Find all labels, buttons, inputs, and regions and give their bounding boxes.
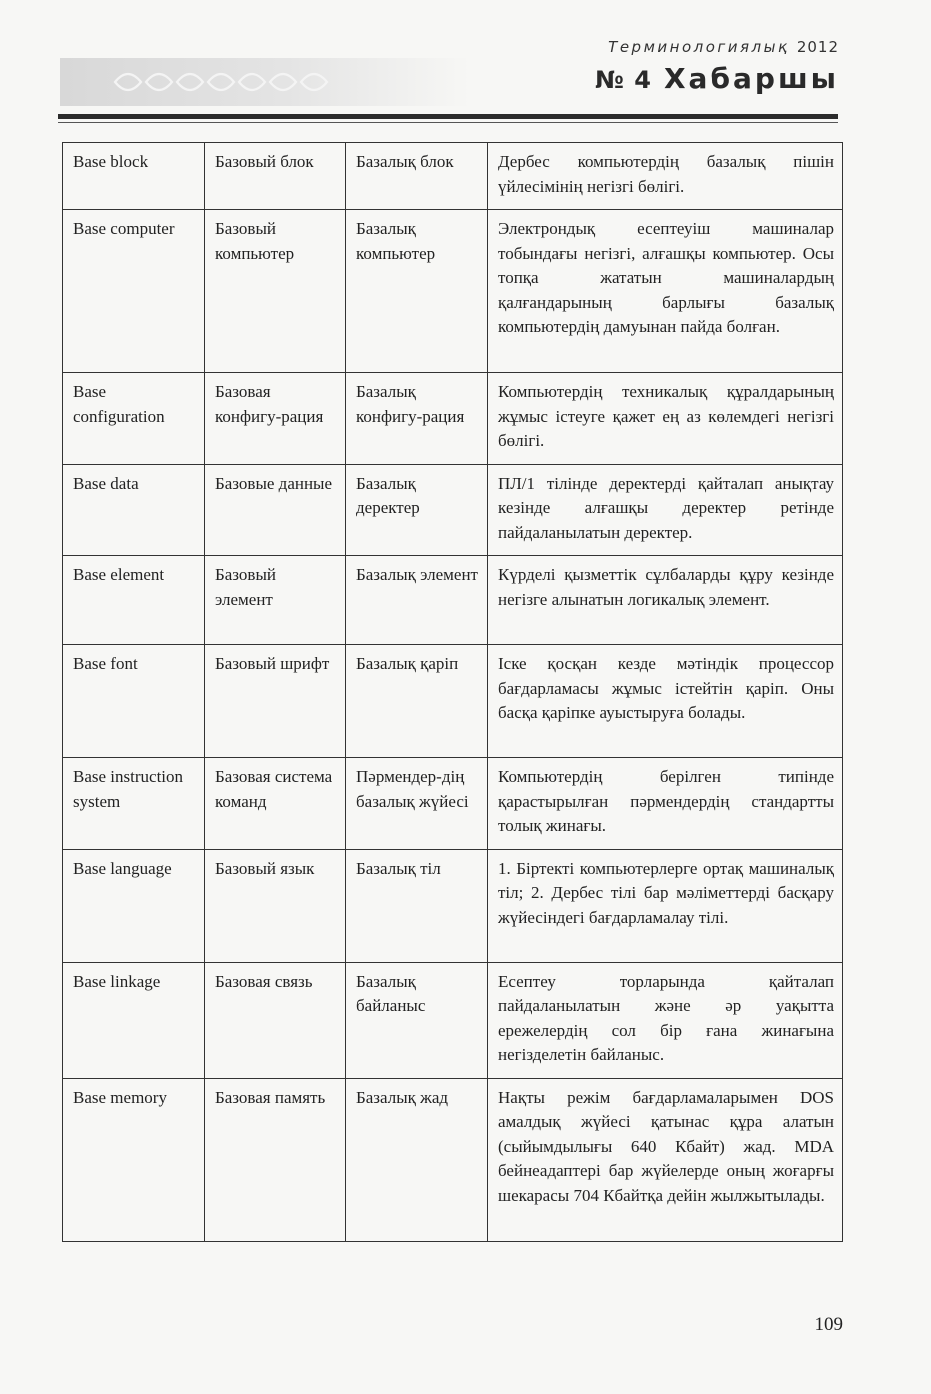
terms-table-body [63,143,843,1242]
term-english: Base memory [63,1078,205,1241]
term-english: Base element [63,556,205,645]
term-definition: 1. Біртекті компьютерлерге ортақ машиналық тіл; 2. Дербес тілі бар мәліметтерді басқару жүйесіндегі бағдарламалау тілі. [488,849,843,962]
term-english: Base data [63,464,205,556]
journal-title: Терминологиялық [608,38,790,56]
term-russian: Базовая память [205,1078,346,1241]
journal-name [608,38,839,56]
header-rule [58,114,838,119]
term-kazakh: Базалық деректер [346,464,488,556]
term-definition: ПЛ/1 тілінде деректерді қайталап анықтау кезінде алғашқы деректер ретінде пайдаланылатын деректер. [488,464,843,556]
term-english: Base configuration [63,373,205,465]
table-row [63,210,843,373]
issue-number: № 4 [595,66,652,94]
table-row [63,143,843,210]
term-kazakh: Базалық тіл [346,849,488,962]
term-russian: Базовый элемент [205,556,346,645]
table-row [63,645,843,758]
term-definition: Электрондық есептеуіш машиналар тобындағы негізгі, алғашқы компьютер. Осы топқа жататын машиналардың қалғандарының барлығы базалық компьютердің дамуынан пайда болған. [488,210,843,373]
term-russian: Базовая конфигу-рация [205,373,346,465]
term-russian: Базовая система команд [205,758,346,850]
issue-title: Хабаршы [663,62,839,95]
table-row [63,373,843,465]
term-kazakh: Базалық элемент [346,556,488,645]
header-ornament [60,58,470,106]
journal-year: 2012 [796,38,839,56]
term-kazakh: Базалық байланыс [346,962,488,1078]
term-kazakh: Базалық жад [346,1078,488,1241]
term-kazakh: Базалық конфигу-рация [346,373,488,465]
term-russian: Базовая связь [205,962,346,1078]
term-russian: Базовый язык [205,849,346,962]
term-definition: Есептеу торларында қайталап пайдаланылатын және әр уақытта ережелердің сол бір ғана жинағына негізделетін байланыс. [488,962,843,1078]
term-kazakh: Базалық қаріп [346,645,488,758]
term-kazakh: Базалық компьютер [346,210,488,373]
term-definition: Іске қосқан кезде мәтіндік процессор бағдарламасы жұмыс істейтін қаріп. Оны басқа қаріпке ауыстыруға болады. [488,645,843,758]
terms-table [62,142,843,1242]
table-row [63,758,843,850]
table-row [63,1078,843,1241]
term-definition: Дербес компьютердің базалық пішін үйлесімінің негізгі бөлігі. [488,143,843,210]
term-kazakh: Базалық блок [346,143,488,210]
term-english: Base font [63,645,205,758]
term-english: Base language [63,849,205,962]
term-russian: Базовый блок [205,143,346,210]
term-russian: Базовый шрифт [205,645,346,758]
term-definition: Нақты режім бағдарламаларымен DOS амалдық жүйесі қатынас құра алатын (сыйымдылығы 640 Кбайт) жад. MDA бейнеадаптері бар жүйелерде оның жоғарғы шекарасы 704 Кбайтқа дейін жылжытылады. [488,1078,843,1241]
term-english: Base block [63,143,205,210]
term-english: Base linkage [63,962,205,1078]
table-row [63,962,843,1078]
table-row [63,849,843,962]
term-definition: Күрделі қызметтік сұлбаларды құру кезінде негізге алынатын логикалық элемент. [488,556,843,645]
term-russian: Базовые данные [205,464,346,556]
term-definition: Компьютердің техникалық құралдарының жұмыс істеуге қажет ең аз көлемдегі негізгі бөлігі. [488,373,843,465]
term-english: Base instruction system [63,758,205,850]
term-russian: Базовый компьютер [205,210,346,373]
page-number: 109 [814,1314,843,1335]
journal-issue-title [595,62,839,95]
term-english: Base computer [63,210,205,373]
term-kazakh: Пәрмендер-дің базалық жүйесі [346,758,488,850]
table-row [63,464,843,556]
term-definition: Компьютердің берілген типінде қарастырылған пәрмендердің стандартты толық жинағы. [488,758,843,850]
header-rule-thin [58,122,838,123]
table-row [63,556,843,645]
